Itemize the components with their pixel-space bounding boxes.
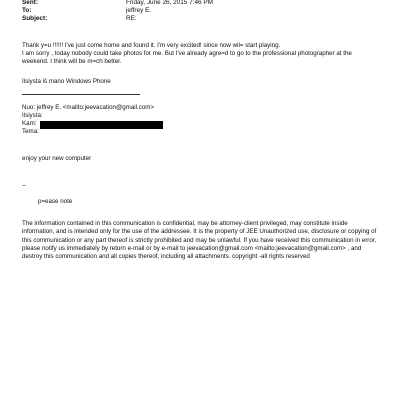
body-paragraph-1: Thank y=u !!!!!! I've just come home and found it. I'm very excited! since now wil= start playing. [22, 42, 281, 49]
subject-value: RE: [126, 15, 137, 22]
quoted-subject: Tema: [22, 128, 39, 135]
message-text: enjoy your new computer [22, 155, 92, 162]
quoted-from: Nuo: jeffrey E. <mailto:jeevacation@gmail.com> [22, 104, 155, 111]
subject-label: Subject: [22, 15, 48, 22]
to-value: jeffrey E. [126, 7, 152, 14]
quoted-sent: Ilsiysta: [22, 112, 43, 119]
redaction-bar [40, 121, 163, 129]
please-note: p=ease note [38, 198, 73, 205]
disclaimer-text: The information contained in this communication is confidential, may be attorney-client privileged, may constitute inside information, and is intended only for the use of the addressee. It is the property of JEE Unauthorized use, disclosure or copying of this communication or any part thereof is strictly prohibited and may be unlawful. If you have received this communication in error, please notify us immediately by return e-mail or by e-mail to jeevacation@gmail.com <mailto:jeevacation@gmail.com> , and destroy this communication and all copies thereof, including all attachments. copyright -all rights reserved [22, 220, 377, 261]
sent-label: Sent: [22, 0, 38, 6]
body-paragraph-2: I am sorry , today nobody could take photos for me. But I've already agre=d to go to the professional photographer at the weekend. I think will be m=ch better. [22, 50, 352, 66]
quoted-to: Kam: [22, 120, 37, 127]
sent-value: Friday, June 26, 2015 7:46 PM [126, 0, 213, 6]
to-label: To: [22, 7, 32, 14]
signature-line: Ilsiysta iš mano Windows Phone [22, 78, 111, 85]
divider-line [22, 94, 140, 95]
signature-separator: -- [22, 182, 27, 189]
